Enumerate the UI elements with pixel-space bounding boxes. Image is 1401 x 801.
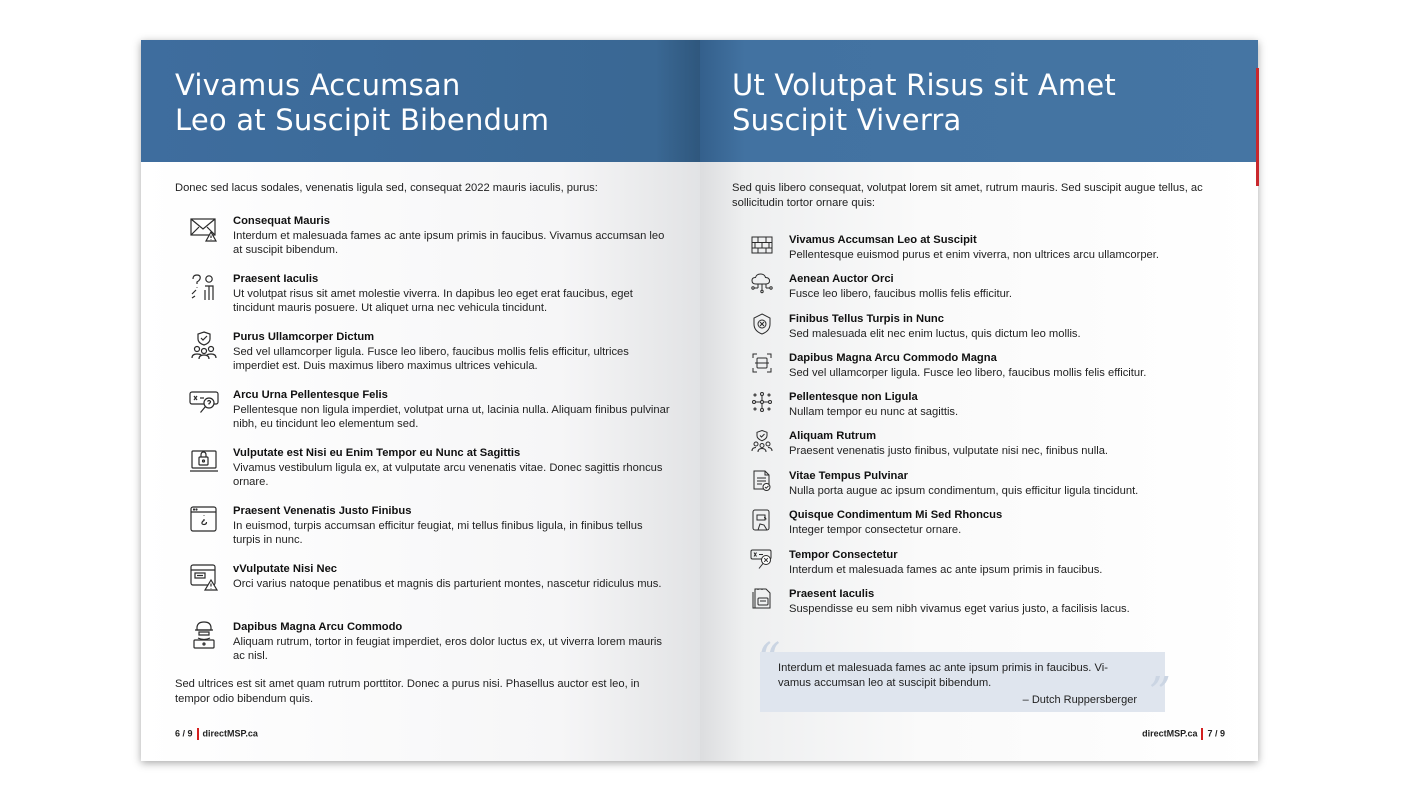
item-body: Orci varius natoque penatibus et magnis dis parturient montes, nascetur ridiculus mus. bbox=[233, 577, 662, 590]
footer-divider bbox=[1201, 728, 1203, 740]
item-body: Aliquam rutrum, tortor in feugiat imperdiet, eros dolor luctus ex, ut viverra lorem mauris ac nisl. bbox=[233, 635, 663, 662]
left-page bbox=[141, 40, 700, 761]
item-heading: Aenean Auctor Orci bbox=[789, 273, 894, 285]
item-body: Pellentesque euismod purus et enim viverra, non ultrices arcu ullamcorper. bbox=[789, 248, 1159, 261]
item-body: Ut volutpat risus sit amet molestie viverra. In dapibus leo eget erat faucibus, eget tincidunt mauris posuere. Ut aliquet urna nec vehicula tincidunt. bbox=[233, 287, 633, 314]
scan-icon bbox=[750, 351, 774, 375]
browser-warning-icon bbox=[189, 562, 219, 592]
right-title-line2: Suscipit Viverra bbox=[732, 103, 962, 137]
browser-question-icon bbox=[189, 504, 219, 534]
item-heading: Aliquam Rutrum bbox=[789, 430, 877, 442]
right-page bbox=[700, 40, 1258, 761]
close-quote-mark: ” bbox=[1148, 668, 1171, 719]
item-body: Praesent venenatis justo finibus, vulputate nisi nec, finibus nulla. bbox=[789, 444, 1109, 457]
item-body: Sed vel ullamcorper ligula. Fusce leo libero, faucibus mollis felis efficitur, ultrices imperdiet est. Duis maximus libero maximus ultrices vehicula. bbox=[233, 345, 629, 372]
item-heading: Consequat Mauris bbox=[233, 215, 330, 227]
item-heading: Finibus Tellus Turpis in Nunc bbox=[789, 313, 944, 325]
left-title-line1: Vivamus Accumsan bbox=[175, 68, 461, 102]
item-body: Fusce leo libero, faucibus mollis felis efficitur. bbox=[789, 287, 1013, 300]
item-body: Sed malesuada elit nec enim luctus, quis dictum leo mollis. bbox=[789, 327, 1081, 340]
item-body: Integer tempor consectetur ornare. bbox=[789, 523, 962, 536]
password-error-icon bbox=[750, 548, 774, 572]
envelope-warning-icon bbox=[189, 214, 219, 244]
firewall-icon bbox=[750, 233, 774, 257]
quote-line1: Interdum et malesuada fames ac ante ipsum primis in faucibus. Vi- bbox=[778, 662, 1108, 674]
site-name: directMSP.ca bbox=[1142, 728, 1198, 739]
right-page-header bbox=[700, 40, 1258, 162]
page-edge-tab bbox=[1256, 68, 1259, 186]
item-heading: Vitae Tempus Pulvinar bbox=[789, 470, 908, 482]
item-heading: Vivamus Accumsan Leo at Suscipit bbox=[789, 234, 977, 246]
document-check-icon bbox=[750, 469, 774, 493]
brochure-spread bbox=[141, 40, 1258, 761]
left-title-line2: Leo at Suscipit Bibendum bbox=[175, 103, 550, 137]
item-heading: vVulputate Nisi Nec bbox=[233, 563, 338, 575]
hacker-icon bbox=[189, 620, 219, 650]
shield-team-icon bbox=[750, 429, 774, 453]
open-quote-mark: “ bbox=[758, 634, 781, 685]
quote-text bbox=[778, 661, 1158, 691]
item-heading: Dapibus Magna Arcu Commodo Magna bbox=[789, 352, 997, 364]
item-body: Vivamus vestibulum ligula ex, at vulputate arcu venenatis vitae. Donec sagittis rhoncus ornare. bbox=[233, 461, 663, 488]
item-heading: Tempor Consectetur bbox=[789, 549, 898, 561]
left-footer bbox=[175, 728, 258, 740]
item-heading: Praesent Iaculis bbox=[789, 588, 875, 600]
item-heading: Pellentesque non Ligula bbox=[789, 391, 918, 403]
item-body: Sed vel ullamcorper ligula. Fusce leo libero, faucibus mollis felis efficitur. bbox=[789, 366, 1147, 379]
item-heading: Praesent Venenatis Justo Finibus bbox=[233, 505, 412, 517]
right-title-line1: Ut Volutpat Risus sit Amet bbox=[732, 68, 1116, 102]
item-heading: Praesent Iaculis bbox=[233, 273, 319, 285]
item-body: Pellentesque non ligula imperdiet, volutpat urna ut, lacinia nulla. Aliquam finibus pulvinar nibh, eu tincidunt leo elementum sed. bbox=[233, 403, 670, 430]
right-intro: Sed quis libero consequat, volutpat lorem sit amet, rutrum mauris. Sed suscipit augue tellus, ac sollicitudin tortor ornare quis: bbox=[732, 182, 1203, 209]
item-body: Nullam tempor eu nunc at sagittis. bbox=[789, 405, 959, 418]
item-body: Interdum et malesuada fames ac ante ipsum primis in faucibus. bbox=[789, 563, 1103, 576]
network-nodes-icon bbox=[750, 390, 774, 414]
phishing-hand-icon bbox=[750, 508, 774, 532]
quote-line2: vamus accumsan leo at suscipit bibendum. bbox=[778, 677, 992, 689]
left-intro: Donec sed lacus sodales, venenatis ligula sed, consequat 2022 mauris iaculis, purus: bbox=[175, 182, 598, 194]
item-body: Suspendisse eu sem nibh vivamus eget varius justo, a facilisis lacus. bbox=[789, 602, 1130, 615]
quote-author: – Dutch Ruppersberger bbox=[1022, 694, 1137, 706]
item-heading: Purus Ullamcorper Dictum bbox=[233, 331, 375, 343]
item-heading: Dapibus Magna Arcu Commodo bbox=[233, 621, 403, 633]
right-page-title bbox=[732, 68, 1116, 138]
pull-quote bbox=[758, 634, 1171, 719]
item-body: Interdum et malesuada fames ac ante ipsum primis in faucibus. Vivamus accumsan leo at suscipit bibendum. bbox=[233, 229, 665, 256]
item-body: Nulla porta augue ac ipsum condimentum, quis efficitur ligula tincidunt. bbox=[789, 484, 1139, 497]
site-name: directMSP.ca bbox=[202, 728, 258, 739]
item-heading: Quisque Condimentum Mi Sed Rhoncus bbox=[789, 509, 1003, 521]
left-page-header bbox=[141, 40, 700, 162]
left-outro: Sed ultrices est sit amet quam rutrum porttitor. Donec a purus nisi. Phasellus auctor est leo, in tempor odio bibendum quis. bbox=[175, 678, 640, 705]
cloud-network-icon bbox=[750, 272, 774, 296]
item-body: In euismod, turpis accumsan efficitur feugiat, mi tellus finibus ligula, in finibus tellus turpis in nunc. bbox=[233, 519, 643, 546]
backup-drive-icon bbox=[750, 587, 774, 611]
virus-shield-icon bbox=[750, 312, 774, 336]
left-page-title bbox=[175, 68, 549, 138]
laptop-lock-icon bbox=[189, 446, 219, 476]
item-heading: Vulputate est Nisi eu Enim Tempor eu Nunc at Sagittis bbox=[233, 447, 521, 459]
footer-divider bbox=[197, 728, 199, 740]
page-number: 6 / 9 bbox=[175, 728, 193, 739]
shield-users-icon bbox=[189, 330, 219, 360]
password-search-icon bbox=[189, 388, 219, 418]
right-footer bbox=[1142, 728, 1225, 740]
page-number: 7 / 9 bbox=[1207, 728, 1225, 739]
item-heading: Arcu Urna Pellentesque Felis bbox=[233, 389, 388, 401]
confused-person-icon bbox=[189, 272, 219, 302]
